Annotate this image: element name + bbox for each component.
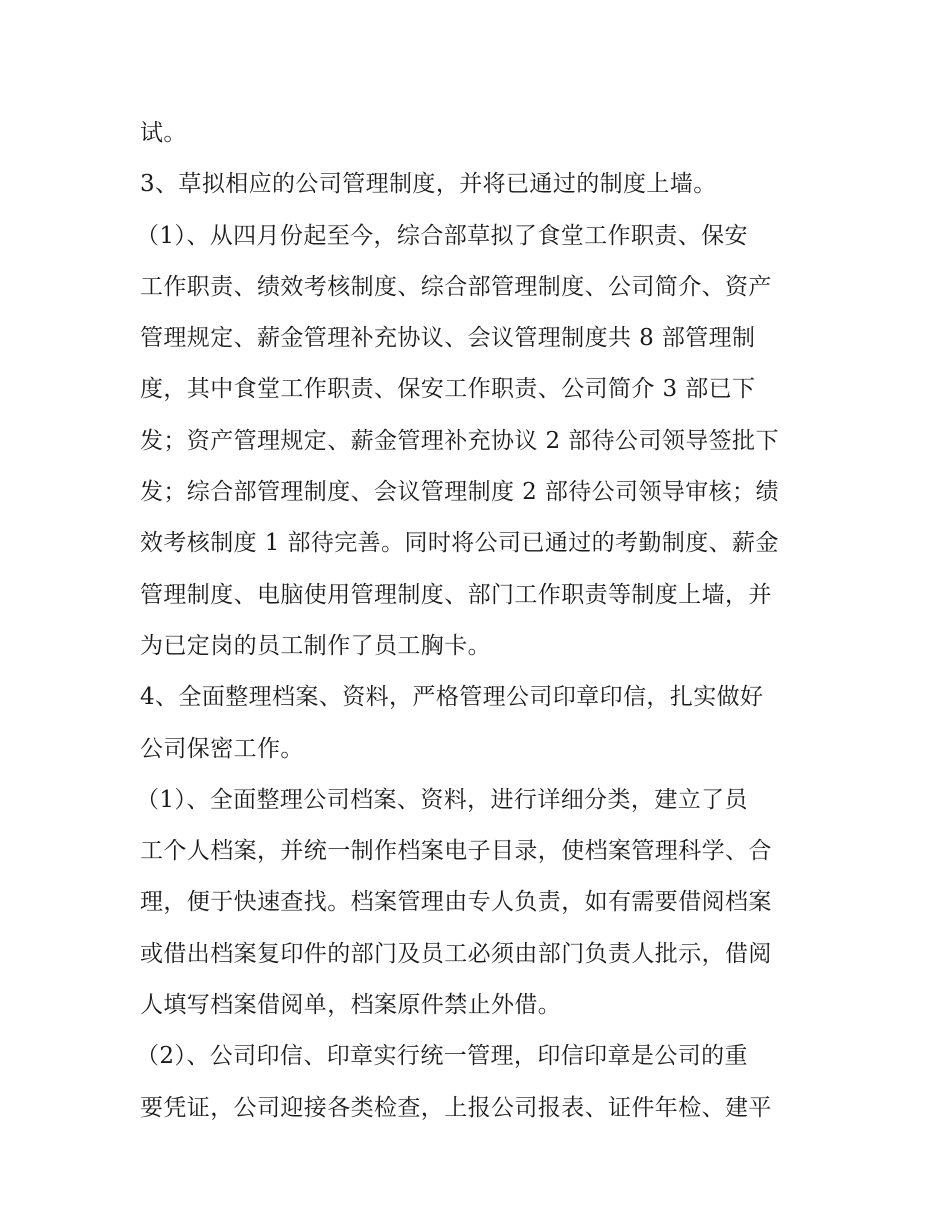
text-line: 管理规定、薪金管理补充协议、会议管理制度共 8 部管理制: [140, 325, 756, 352]
text-line: 为已定岗的员工制作了员工胸卡。: [140, 632, 491, 659]
text-line: 人填写档案借阅单，档案原件禁止外借。: [140, 992, 562, 1019]
text-line: 试。: [140, 120, 187, 146]
text-line: 工个人档案，并统一制作档案电子目录，使档案管理科学、合: [140, 838, 772, 865]
text-line: （2）、公司印信、印章实行统一管理，印信印章是公司的重: [136, 1043, 748, 1070]
text-line: （1）、从四月份起至今，综合部草拟了食堂工作职责、保安: [136, 222, 748, 249]
document-body: [136, 108, 812, 1134]
section-heading: 4、全面整理档案、资料，严格管理公司印章印信，扎实做好: [140, 684, 764, 711]
text-line: 理，便于快速查找。档案管理由专人负责，如有需要借阅档案: [140, 889, 772, 916]
section-heading: 3、草拟相应的公司管理制度，并将已通过的制度上墙。: [140, 171, 717, 198]
text-line: 或借出档案复印件的部门及员工必须由部门负责人批示，借阅: [140, 940, 772, 967]
text-line: （1）、全面整理公司档案、资料，进行详细分类，建立了员: [136, 786, 748, 813]
text-line: 发；资产管理规定、薪金管理补充协议 2 部待公司领导签批下: [140, 427, 779, 454]
text-line: 工作职责、绩效考核制度、综合部管理制度、公司简介、资产: [140, 273, 772, 300]
text-line: 管理制度、电脑使用管理制度、部门工作职责等制度上墙，并: [140, 581, 772, 608]
text-line: 发；综合部管理制度、会议管理制度 2 部待公司领导审核；绩: [140, 479, 779, 506]
text-line: 要凭证，公司迎接各类检查，上报公司报表、证件年检、建平: [140, 1094, 772, 1121]
text-line: 效考核制度 1 部待完善。同时将公司已通过的考勤制度、薪金: [140, 530, 779, 557]
section-heading-continued: 公司保密工作。: [140, 735, 304, 762]
text-line: 度，其中食堂工作职责、保安工作职责、公司简介 3 部已下: [140, 376, 756, 403]
